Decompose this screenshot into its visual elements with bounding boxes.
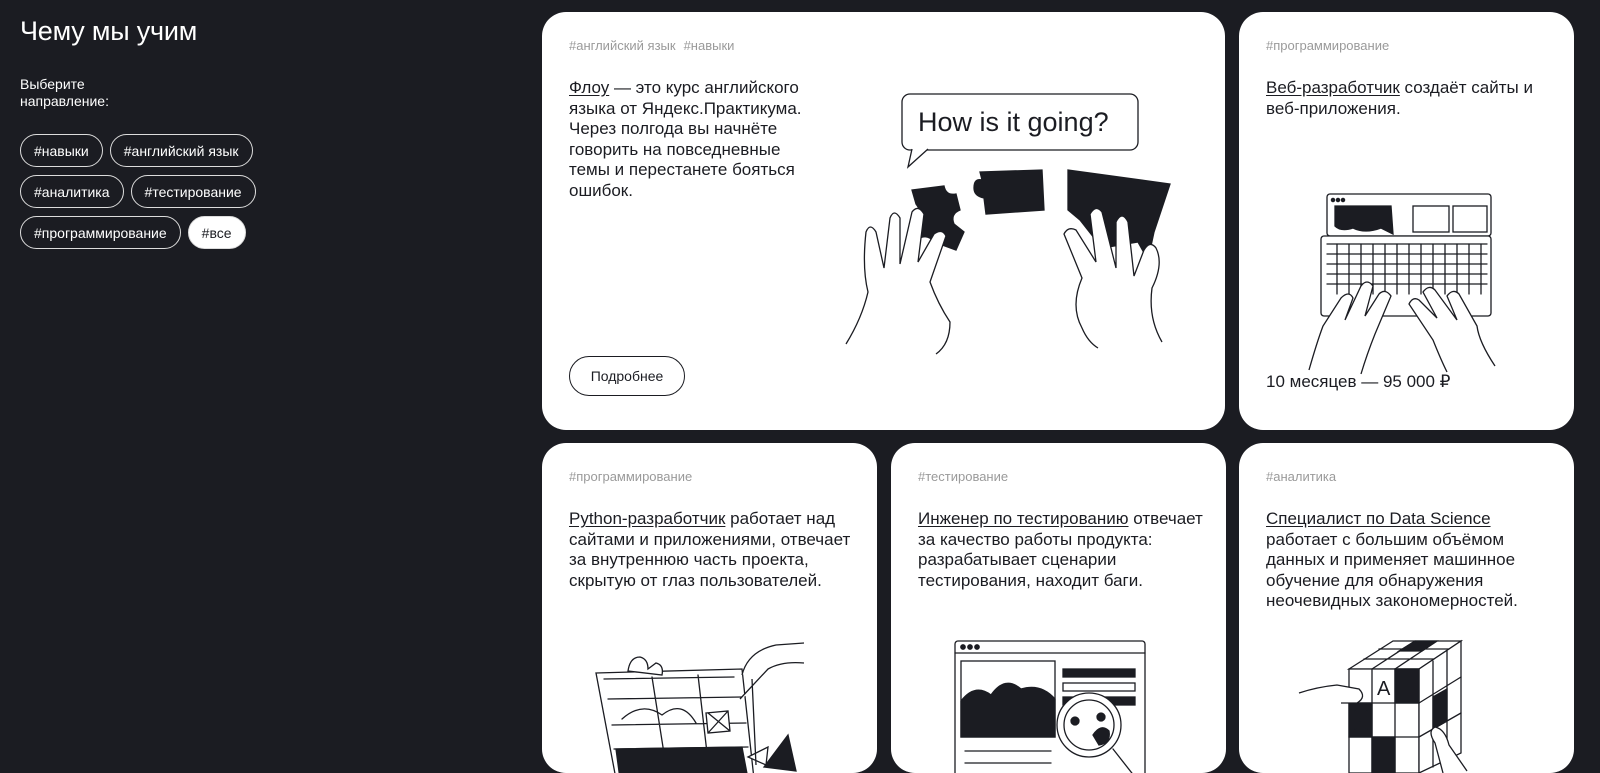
bug-search-illustration bbox=[951, 639, 1171, 773]
tag[interactable]: #тестирование bbox=[918, 469, 1009, 484]
course-link[interactable]: Веб-разработчик bbox=[1266, 78, 1400, 97]
card-text: — это курс английского языка от Яндекс.Практикума. Через полгода вы начнёте говорить на повседневные темы и перестанете бояться ошибок. bbox=[569, 78, 802, 200]
tag[interactable]: #программирование bbox=[569, 469, 693, 484]
chip-english[interactable]: #английский язык bbox=[110, 134, 253, 167]
card-tags bbox=[1266, 469, 1344, 484]
rubik-cube-illustration bbox=[1297, 633, 1517, 773]
course-card-python[interactable] bbox=[542, 443, 877, 773]
tag[interactable]: #аналитика bbox=[1266, 469, 1337, 484]
more-button[interactable]: Подробнее bbox=[569, 356, 685, 396]
card-tags bbox=[569, 469, 700, 484]
card-text: работает над сайтами и приложениями, отвечает за внутреннюю часть проекта, скрытую от глаз пользователей. bbox=[569, 509, 851, 590]
chip-analytics[interactable]: #аналитика bbox=[20, 175, 124, 208]
card-text: работает с большим объёмом данных и применяет машинное обучение для обнаружения неочевидных закономерностей. bbox=[1266, 529, 1518, 610]
page-title: Чему мы учим bbox=[20, 16, 198, 46]
course-price: 10 месяцев — 95 000 ₽ bbox=[1266, 372, 1451, 391]
filter-prompt: Выберите направление: bbox=[20, 76, 109, 109]
course-card-flow[interactable] bbox=[542, 12, 1225, 430]
course-card-qa[interactable] bbox=[891, 443, 1226, 773]
chip-all[interactable]: #все bbox=[188, 216, 246, 249]
sidebar bbox=[20, 16, 320, 249]
keyboard-hands-illustration bbox=[1301, 190, 1501, 380]
course-link[interactable]: Python-разработчик bbox=[569, 509, 726, 528]
course-link[interactable]: Инженер по тестированию bbox=[918, 509, 1129, 528]
chip-skills[interactable]: #навыки bbox=[20, 134, 103, 167]
code-puzzle-illustration bbox=[592, 639, 832, 773]
card-tags bbox=[918, 469, 1016, 484]
svg-text:A: A bbox=[1377, 678, 1391, 700]
tag[interactable]: #английский язык bbox=[569, 38, 676, 53]
chip-testing[interactable]: #тестирование bbox=[131, 175, 256, 208]
course-link[interactable]: Флоу bbox=[569, 78, 610, 97]
course-card-web[interactable] bbox=[1239, 12, 1574, 430]
card-description bbox=[1266, 78, 1556, 119]
card-description bbox=[1266, 509, 1556, 612]
tag[interactable]: #программирование bbox=[1266, 38, 1390, 53]
filter-chips bbox=[20, 134, 280, 249]
card-text: отвечает за качество работы продукта: разрабатывает сценарии тестирования, находит баги. bbox=[918, 509, 1203, 590]
card-description bbox=[569, 509, 859, 591]
bubble-text: How is it going? bbox=[918, 107, 1109, 137]
card-description bbox=[569, 78, 819, 201]
puzzle-hands-illustration bbox=[832, 92, 1192, 372]
card-tags bbox=[1266, 38, 1397, 53]
course-card-ds[interactable] bbox=[1239, 443, 1574, 773]
card-tags bbox=[569, 38, 742, 53]
card-description bbox=[918, 509, 1208, 591]
course-link[interactable]: Специалист по Data Science bbox=[1266, 509, 1491, 528]
card-text: создаёт сайты и веб-приложения. bbox=[1266, 78, 1533, 118]
chip-programming[interactable]: #программирование bbox=[20, 216, 181, 249]
tag[interactable]: #навыки bbox=[683, 38, 735, 53]
